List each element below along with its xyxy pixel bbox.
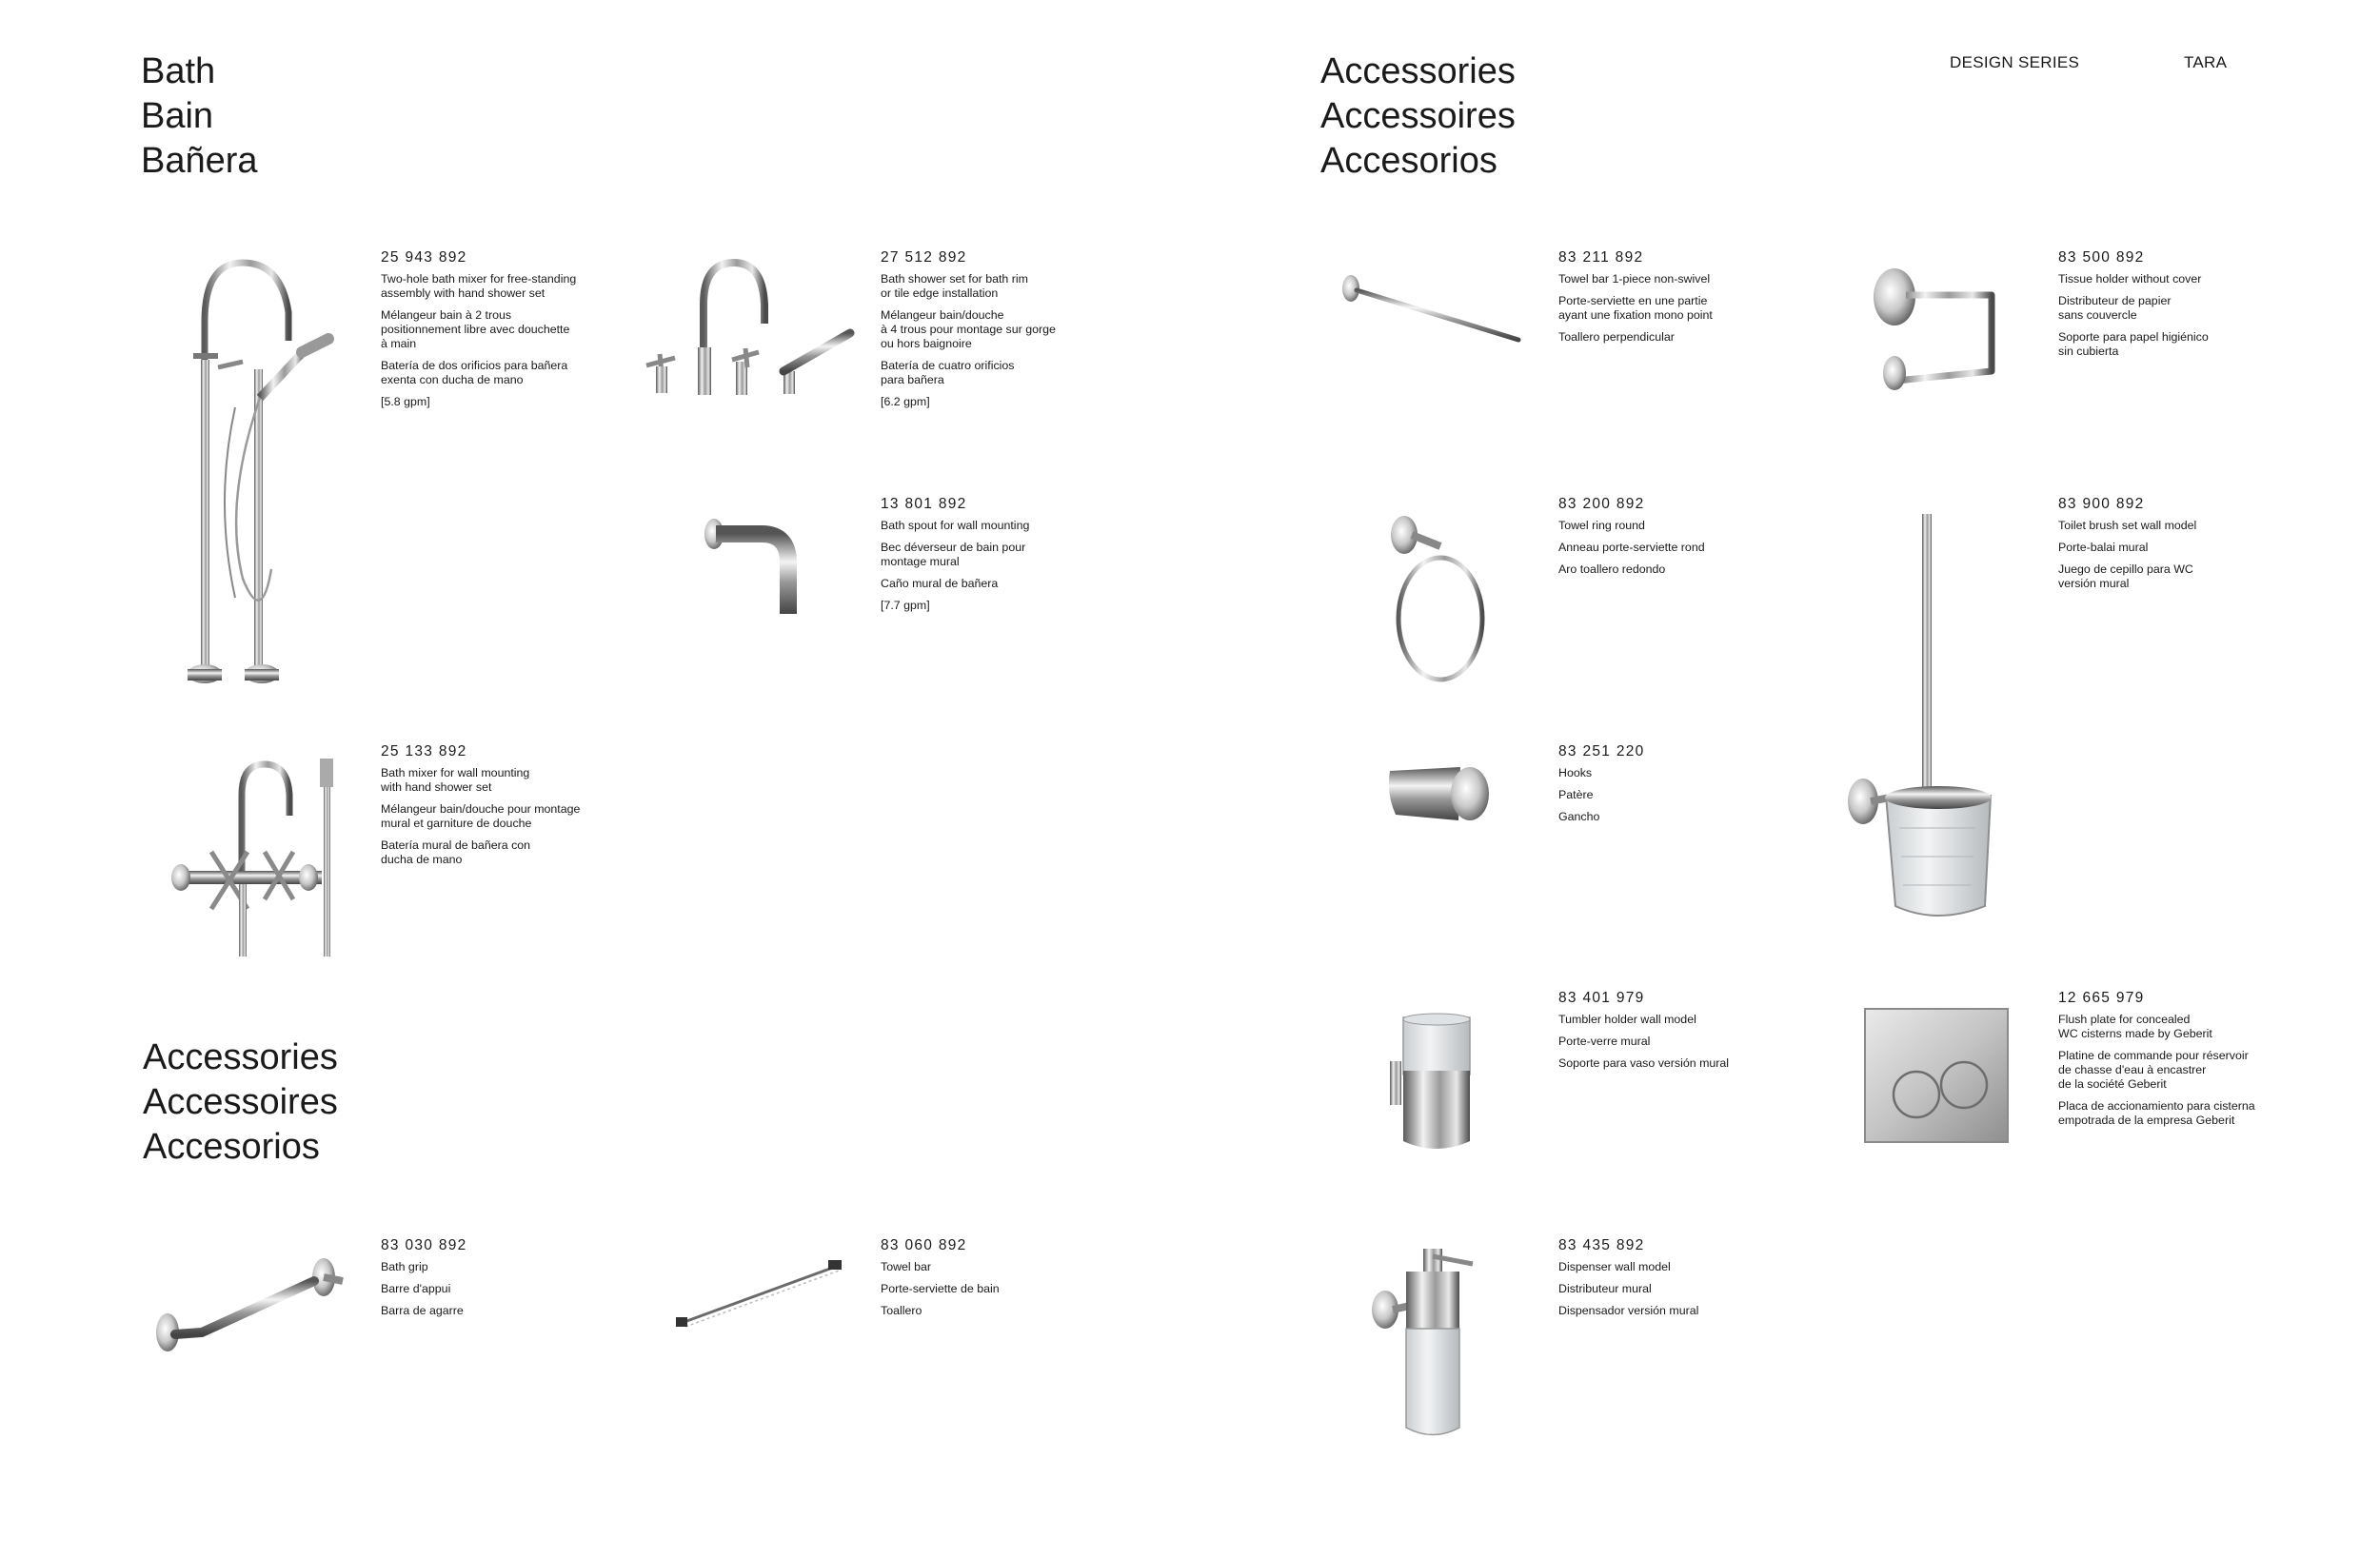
soap-dispenser-image <box>1366 1247 1480 1442</box>
product-desc-es: Batería mural de bañera con ducha de mano <box>381 838 531 866</box>
product-desc-es: Soporte para vaso versión mural <box>1558 1056 1730 1070</box>
product-desc-es: Caño mural de bañera <box>881 577 999 590</box>
product-desc-fr: Porte-serviette de bain <box>881 1282 1000 1295</box>
product-desc-es: Barra de agarre <box>381 1304 464 1317</box>
product-desc-en: Towel ring round <box>1558 519 1645 532</box>
product-desc-fr: Anneau porte-serviette rond <box>1558 541 1705 554</box>
product-code: 25 943 892 <box>381 249 467 266</box>
product-83060892 <box>881 1237 1128 1326</box>
product-desc-en: Bath mixer for wall mounting with hand shower set <box>381 766 530 794</box>
product-desc-fr: Mélangeur bain à 2 trous positionnement libre avec douchette à main <box>381 308 570 350</box>
product-desc-en: Bath grip <box>381 1260 428 1273</box>
product-desc-fr: Porte-verre mural <box>1558 1035 1651 1048</box>
product-83435892 <box>1558 1237 1806 1326</box>
product-code: 83 401 979 <box>1558 990 1645 1006</box>
product-desc-es: Dispensador versión mural <box>1558 1304 1699 1317</box>
product-desc-en: Two-hole bath mixer for free-standing assembly with hand shower set <box>381 272 577 300</box>
section-title-line: Accessories <box>1320 51 1516 91</box>
product-flow-rate: [5.8 gpm] <box>381 395 430 408</box>
product-83211892 <box>1558 249 1806 352</box>
product-desc-es: Gancho <box>1558 810 1600 823</box>
product-13801892 <box>881 496 1128 621</box>
product-code: 83 500 892 <box>2058 249 2145 266</box>
product-code: 25 133 892 <box>381 743 467 759</box>
product-code: 83 435 892 <box>1558 1237 1645 1253</box>
product-desc-en: Flush plate for concealed WC cisterns made by Geberit <box>2058 1013 2212 1040</box>
product-code: 83 211 892 <box>1558 249 1644 266</box>
section-title-line: Bath <box>141 51 216 91</box>
product-desc-en: Toilet brush set wall model <box>2058 519 2197 532</box>
product-27512892 <box>881 249 1128 417</box>
product-desc-en: Towel bar 1-piece non-swivel <box>1558 272 1711 286</box>
product-desc-es: Juego de cepillo para WC versión mural <box>2058 562 2193 590</box>
series-name: TARA <box>2184 53 2228 71</box>
product-desc-fr: Porte-balai mural <box>2058 541 2149 554</box>
product-desc-fr: Bec déverseur de bain pour montage mural <box>881 541 1026 568</box>
product-83030892 <box>381 1237 628 1326</box>
product-desc-en: Tumbler holder wall model <box>1558 1013 1696 1026</box>
product-desc-en: Tissue holder without cover <box>2058 272 2202 286</box>
product-desc-fr: Mélangeur bain/douche pour montage mural et garniture de douche <box>381 802 581 830</box>
product-desc-fr: Platine de commande pour réservoir de chasse d'eau à encastrer de la société Geberit <box>2058 1049 2249 1091</box>
bath-spout-image <box>703 509 807 623</box>
product-desc-fr: Distributeur de papier sans couvercle <box>2058 294 2172 322</box>
design-series-label: DESIGN SERIES <box>1950 53 2080 71</box>
section-title-line: Accessoires <box>143 1082 338 1122</box>
product-83200892 <box>1558 496 1806 584</box>
product-code: 83 200 892 <box>1558 496 1645 512</box>
product-83401979 <box>1558 990 1806 1078</box>
product-flow-rate: [7.7 gpm] <box>881 599 930 612</box>
product-code: 12 665 979 <box>2058 990 2145 1006</box>
product-25943892 <box>381 249 628 417</box>
section-title-line: Bañera <box>141 141 258 181</box>
product-desc-es: Batería de dos orificios para bañera exenta con ducha de mano <box>381 359 568 386</box>
product-code: 13 801 892 <box>881 496 967 512</box>
product-desc-en: Dispenser wall model <box>1558 1260 1671 1273</box>
tumbler-holder-image <box>1390 1014 1485 1156</box>
product-12665979 <box>2058 990 2325 1135</box>
product-desc-fr: Porte-serviette en une partie ayant une fixation mono point <box>1558 294 1713 322</box>
section-title-line: Accesorios <box>143 1127 320 1167</box>
product-83900892 <box>2058 496 2306 599</box>
product-desc-es: Aro toallero redondo <box>1558 562 1666 576</box>
product-desc-fr: Distributeur mural <box>1558 1282 1652 1295</box>
flush-plate-image <box>1861 999 2013 1152</box>
product-25133892 <box>381 743 628 875</box>
section-title-line: Accessoires <box>1320 96 1516 136</box>
product-code: 83 900 892 <box>2058 496 2145 512</box>
bath-grip-image <box>152 1256 352 1361</box>
product-desc-es: Soporte para papel higiénico sin cubierta <box>2058 330 2209 358</box>
towel-bar-image <box>676 1258 847 1334</box>
section-title-accessories-right <box>1320 49 1516 184</box>
section-title-line: Accesorios <box>1320 141 1497 181</box>
section-title-line: Bain <box>141 96 214 136</box>
hook-image <box>1382 761 1492 828</box>
product-desc-fr: Barre d'appui <box>381 1282 451 1295</box>
wall-bath-mixer-image <box>169 757 341 961</box>
product-code: 83 060 892 <box>881 1237 967 1253</box>
towel-ring-image <box>1385 514 1490 685</box>
product-desc-es: Placa de accionamiento para cisterna empotrada de la empresa Geberit <box>2058 1099 2255 1127</box>
towel-bar-1-piece-image <box>1338 271 1528 347</box>
product-desc-fr: Mélangeur bain/douche à 4 trous pour montage sur gorge ou hors baignoire <box>881 308 1056 350</box>
freestanding-bath-mixer-image <box>176 255 338 695</box>
product-desc-en: Bath shower set for bath rim or tile edge installation <box>881 272 1028 300</box>
product-code: 83 251 220 <box>1558 743 1645 759</box>
product-code: 83 030 892 <box>381 1237 467 1253</box>
product-83500892 <box>2058 249 2306 366</box>
product-flow-rate: [6.2 gpm] <box>881 395 930 408</box>
product-desc-en: Bath spout for wall mounting <box>881 519 1030 532</box>
product-desc-en: Hooks <box>1558 766 1593 779</box>
product-desc-es: Toallero perpendicular <box>1558 330 1675 344</box>
section-title-line: Accessories <box>143 1037 338 1077</box>
product-desc-es: Toallero <box>881 1304 922 1317</box>
product-code: 27 512 892 <box>881 249 967 266</box>
product-desc-fr: Patère <box>1558 788 1594 801</box>
product-desc-en: Towel bar <box>881 1260 932 1273</box>
four-hole-bath-set-image <box>641 257 860 400</box>
product-desc-es: Batería de cuatro orificios para bañera <box>881 359 1015 386</box>
product-83251220 <box>1558 743 1806 832</box>
tissue-holder-image <box>1868 266 2001 395</box>
toilet-brush-image <box>1842 514 2013 923</box>
section-title-bath <box>141 49 258 184</box>
section-title-accessories-left <box>143 1035 338 1170</box>
